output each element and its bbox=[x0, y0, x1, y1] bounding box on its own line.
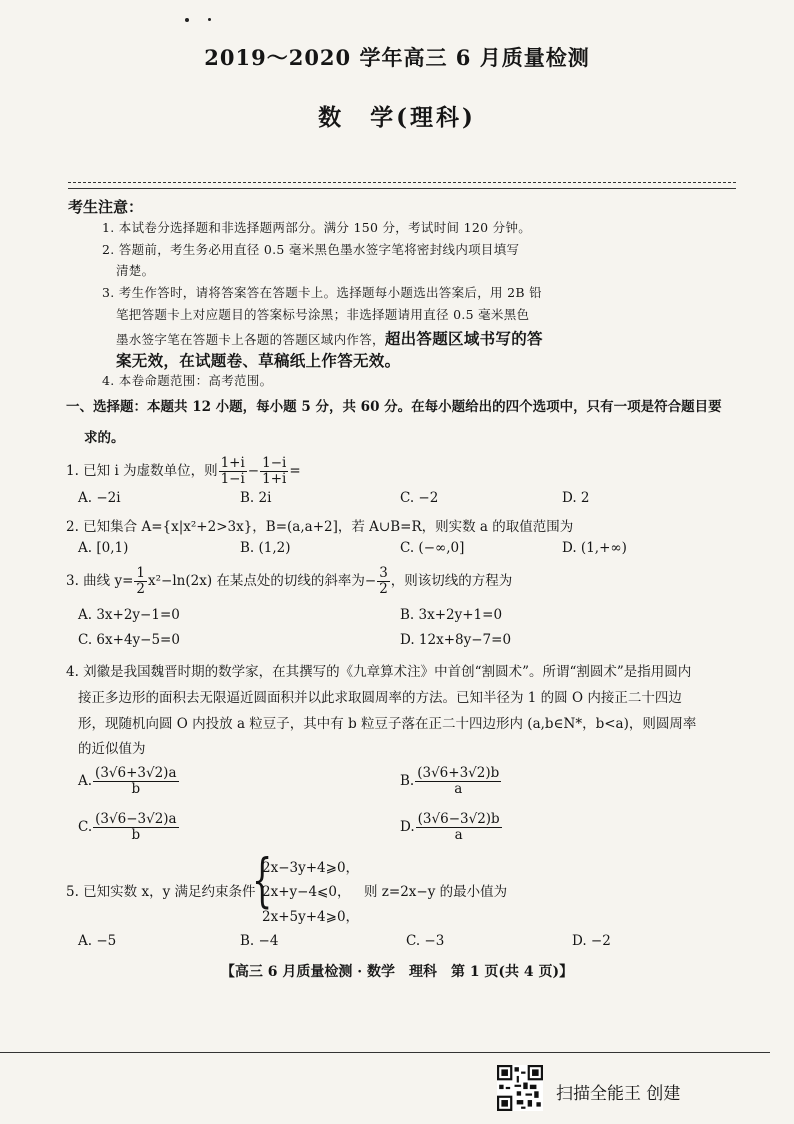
constraint-brace: { bbox=[252, 846, 273, 914]
frac-num: (3√6−3√2)b bbox=[417, 811, 500, 827]
subject-title: 数 学(理科) bbox=[318, 104, 476, 131]
option-label: C. bbox=[78, 818, 93, 835]
option-label: D. bbox=[400, 818, 415, 835]
divider-top-2 bbox=[68, 188, 736, 189]
notice-item bbox=[116, 327, 543, 349]
q4-option-b-fraction bbox=[415, 766, 501, 797]
q5-option-b: B. −4 bbox=[240, 933, 279, 949]
q3-option-b: B. 3x+2y+1=0 bbox=[400, 607, 503, 623]
constraint-2: 2x+y−4⩽0， bbox=[262, 884, 351, 900]
section-heading: 一、选择题：本题共 12 小题，每小题 5 分，共 60 分。在每小题给出的四个选项中，只有一项是符合题目要 bbox=[66, 399, 722, 415]
notice-text: 墨水签字笔在答题卡上各题的答题区域内作答， bbox=[116, 332, 385, 347]
question-3 bbox=[66, 566, 512, 597]
constraint-3: 2x+5y+4⩾0， bbox=[262, 909, 360, 925]
question-1 bbox=[66, 456, 301, 487]
frac-den: a bbox=[454, 826, 463, 843]
notice-item: 1. 本试卷分选择题和非选择题两部分。满分 150 分，考试时间 120 分钟。 bbox=[102, 220, 532, 235]
notice-item: 3. 考生作答时，请将答案答在答题卡上。选择题每小题选出答案后，用 2B 铅 bbox=[102, 285, 542, 300]
frac-num: (3√6+3√2)a bbox=[95, 765, 177, 781]
frac-num: 1 bbox=[136, 565, 145, 581]
q2-option-d: D. (1,+∞) bbox=[562, 540, 627, 556]
notice-item: 4. 本卷命题范围：高考范围。 bbox=[102, 373, 273, 388]
frac-den: 2 bbox=[136, 580, 145, 597]
frac-num: (3√6+3√2)b bbox=[417, 765, 500, 781]
frac-num: 3 bbox=[379, 565, 388, 581]
q1-suffix: = bbox=[289, 462, 301, 479]
page-footer: 【高三 6 月质量检测 · 数学 理科 第 1 页(共 4 页)】 bbox=[220, 964, 574, 980]
frac-den: 1+i bbox=[262, 470, 287, 487]
scanner-watermark: 扫描全能王 创建 bbox=[556, 1084, 681, 1104]
q3-fraction-1 bbox=[134, 566, 147, 597]
question-4-line: 的近似值为 bbox=[78, 741, 146, 757]
q2-option-b: B. (1,2) bbox=[240, 540, 291, 556]
frac-den: 2 bbox=[379, 580, 388, 597]
question-5-prefix: 5. 已知实数 x，y 满足约束条件 bbox=[66, 884, 256, 900]
q1-minus: − bbox=[247, 462, 260, 479]
q2-option-a: A. [0,1) bbox=[78, 540, 129, 556]
q3-option-a: A. 3x+2y−1=0 bbox=[78, 607, 180, 623]
section-heading-cont: 求的。 bbox=[84, 430, 125, 446]
notice-item: 笔把答题卡上对应题目的答案标号涂黑；非选择题请用直径 0.5 毫米黑色 bbox=[116, 307, 530, 322]
q5-option-a: A. −5 bbox=[78, 933, 117, 949]
option-label: A. bbox=[78, 772, 93, 789]
q3-fraction-2 bbox=[377, 566, 390, 597]
q3-text: 3. 曲线 y= bbox=[66, 572, 134, 589]
frac-num: 1+i bbox=[220, 455, 245, 471]
q4-option-b bbox=[400, 766, 502, 797]
question-4-line: 4. 刘徽是我国魏晋时期的数学家，在其撰写的《九章算术注》中首创“割圆术”。所谓“割圆术”是指用圆内 bbox=[66, 664, 692, 680]
qr-code-icon bbox=[497, 1065, 543, 1111]
exam-title: 2019～2020 学年高三 6 月质量检测 bbox=[204, 45, 590, 70]
q1-option-b: B. 2i bbox=[240, 490, 272, 506]
frac-den: a bbox=[454, 780, 463, 797]
option-label: B. bbox=[400, 772, 415, 789]
question-2: 2. 已知集合 A={x|x²+2>3x}，B=(a,a+2]，若 A∪B=R，则实数 a 的取值范围为 bbox=[66, 519, 574, 535]
q4-option-a-fraction bbox=[93, 766, 178, 797]
question-5-suffix: 则 z=2x−y 的最小值为 bbox=[364, 884, 508, 900]
divider-top bbox=[68, 182, 736, 183]
q5-option-c: C. −3 bbox=[406, 933, 445, 949]
q3-option-c: C. 6x+4y−5=0 bbox=[78, 632, 180, 648]
q3-suffix: ，则该切线的方程为 bbox=[390, 572, 513, 589]
q5-option-d: D. −2 bbox=[572, 933, 611, 949]
q1-option-c: C. −2 bbox=[400, 490, 439, 506]
notice-emphasis: 超出答题区域书写的答 bbox=[384, 329, 543, 348]
q3-option-d: D. 12x+8y−7=0 bbox=[400, 632, 512, 648]
q4-option-d-fraction bbox=[416, 812, 502, 843]
notice-item: 2. 答题前，考生务必用直径 0.5 毫米黑色墨水签字笔将密封线内项目填写 bbox=[102, 242, 520, 257]
q1-option-a: A. −2i bbox=[78, 490, 121, 506]
q2-option-c: C. (−∞,0] bbox=[400, 540, 465, 556]
notice-item bbox=[116, 349, 400, 371]
q1-text: 1. 已知 i 为虚数单位，则 bbox=[66, 462, 218, 479]
q3-text-mid: x²−ln(2x) 在某点处的切线的斜率为− bbox=[148, 572, 377, 589]
notice-emphasis: 案无效，在试题卷、草稿纸上作答无效。 bbox=[116, 351, 401, 370]
q4-option-d bbox=[400, 812, 503, 843]
q1-fraction-1 bbox=[219, 456, 247, 487]
frac-den: 1−i bbox=[220, 470, 245, 487]
notice-title: 考生注意： bbox=[68, 198, 144, 216]
notice-item: 清楚。 bbox=[116, 263, 155, 278]
frac-num: 1−i bbox=[262, 455, 287, 471]
q1-option-d: D. 2 bbox=[562, 490, 590, 506]
q4-option-c-fraction bbox=[93, 812, 178, 843]
constraint-1: 2x−3y+4⩾0， bbox=[262, 860, 360, 876]
question-4-line: 形，现随机向圆 O 内投放 a 粒豆子，其中有 b 粒豆子落在正二十四边形内 (a,b∈N*，b<a)，则圆周率 bbox=[78, 716, 697, 732]
q1-fraction-2 bbox=[260, 456, 288, 487]
frac-den: b bbox=[131, 826, 141, 843]
q4-option-c bbox=[78, 812, 180, 843]
frac-den: b bbox=[131, 780, 141, 797]
question-4-line: 接正多边形的面积去无限逼近圆面积并以此求取圆周率的方法。已知半径为 1 的圆 O 内接正二十四边 bbox=[78, 690, 682, 706]
frac-num: (3√6−3√2)a bbox=[95, 811, 177, 827]
print-speck bbox=[208, 18, 211, 21]
print-speck bbox=[185, 18, 189, 22]
q4-option-a bbox=[78, 766, 180, 797]
scan-divider bbox=[0, 1052, 770, 1053]
